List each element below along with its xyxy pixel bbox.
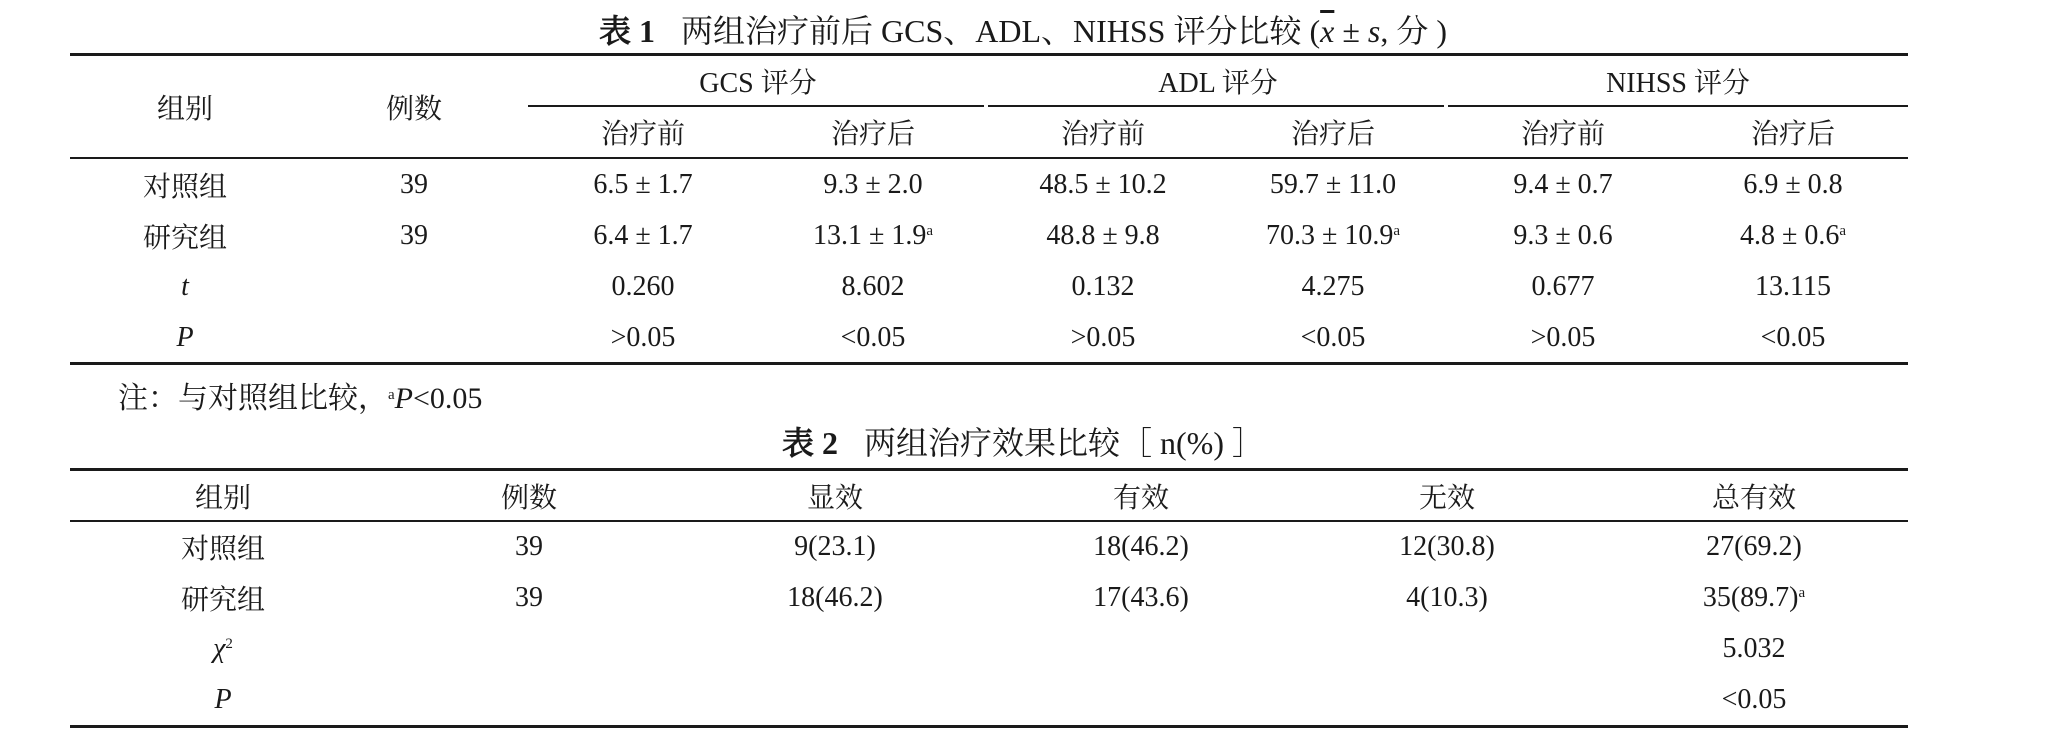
- table2-title-text: 两组治疗效果比较［ n(%) ］: [864, 425, 1264, 461]
- table2-header-n: 例数: [500, 483, 557, 514]
- chi-symbol: χ: [213, 632, 226, 664]
- row-n: 39: [400, 168, 428, 200]
- table2-header-markedly: 显效: [806, 483, 863, 514]
- table2-bottom-rule: [70, 725, 1908, 728]
- row-group: t: [181, 270, 189, 302]
- row-n: 39: [515, 530, 543, 562]
- cell-value: 0.132: [1071, 270, 1135, 302]
- table2-label: 表 2: [782, 425, 839, 461]
- cell-sup: a: [1798, 584, 1806, 601]
- row-n: 39: [515, 581, 543, 613]
- cell-sup: a: [1839, 222, 1847, 239]
- table1-header-nihss-after: 治疗后: [1751, 118, 1836, 150]
- table1-title: [0, 6, 2046, 52]
- cell: [988, 210, 1218, 261]
- cell-value: 13.1 ± 1.9: [812, 219, 927, 251]
- table2-header-group: 组别: [194, 483, 251, 514]
- table1-header-adl: ADL 评分: [1158, 68, 1278, 99]
- cell: [758, 159, 988, 210]
- table2-title: [0, 418, 2046, 464]
- cell-value: 35(89.7): [1702, 581, 1799, 613]
- cell-value: 18(46.2): [1093, 530, 1189, 562]
- cell-value: 4.8 ± 0.6: [1739, 219, 1840, 251]
- cell: [1218, 210, 1448, 261]
- cell: [528, 159, 758, 210]
- cell-value: 70.3 ± 10.9: [1265, 219, 1394, 251]
- table1-title-text: 两组治疗前后 GCS、ADL、NIHSS 评分比较 (: [680, 13, 1321, 49]
- cell: [1448, 210, 1678, 261]
- cell-value: [1294, 674, 1600, 725]
- table1-body: [70, 159, 1908, 363]
- row-n: [376, 623, 682, 674]
- cell: [758, 210, 988, 261]
- table-row: [70, 674, 1908, 725]
- table1-header-adl-before: 治疗前: [1061, 118, 1146, 150]
- cell-value: 4.275: [1301, 270, 1365, 302]
- note-value: <0.05: [413, 382, 483, 415]
- cell-value: >0.05: [1530, 321, 1596, 353]
- table2-header-total: 总有效: [1711, 483, 1796, 514]
- cell-value: <0.05: [1721, 683, 1787, 715]
- row-group: P: [214, 683, 232, 715]
- cell-value: 0.677: [1531, 270, 1595, 302]
- cell-value: <0.05: [1760, 321, 1826, 353]
- row-n: [376, 674, 682, 725]
- row-group: 研究组: [180, 584, 265, 616]
- cell-value: [682, 674, 988, 725]
- row-n: [300, 312, 528, 363]
- cell: [1678, 210, 1908, 261]
- table1-header-gcs-before: 治疗前: [600, 118, 685, 150]
- table1-header-nihss: NIHSS 评分: [1606, 68, 1750, 99]
- cell-value: 9.4 ± 0.7: [1513, 168, 1613, 200]
- cell-value: <0.05: [1300, 321, 1366, 353]
- cell-value: 12(30.8): [1399, 530, 1495, 562]
- cell-sup: a: [1393, 222, 1401, 239]
- table2: [70, 471, 1908, 725]
- note-sup: a: [388, 387, 395, 403]
- row-n: 39: [400, 219, 428, 251]
- table1-title-s: s: [1367, 13, 1381, 49]
- cell: [1448, 159, 1678, 210]
- table-row: [70, 572, 1908, 623]
- cell: [1218, 159, 1448, 210]
- table2-header-row: [70, 471, 1908, 521]
- table1-title-unit: , 分 ): [1380, 13, 1448, 49]
- cell-value: 48.5 ± 10.2: [1039, 168, 1167, 200]
- table-row: [70, 312, 1908, 363]
- table1-header-group: 组别: [156, 93, 213, 125]
- cell-value: 9(23.1): [794, 530, 876, 562]
- cell-value: 4(10.3): [1406, 581, 1488, 613]
- cell-value: >0.05: [610, 321, 676, 353]
- table-row: [70, 521, 1908, 572]
- note-p: P: [394, 382, 413, 415]
- row-group: 对照组: [142, 171, 227, 203]
- table-row: [70, 159, 1908, 210]
- row-n: [300, 261, 528, 312]
- cell-sup: a: [926, 222, 934, 239]
- chi-sup: 2: [225, 635, 233, 652]
- table1-header-nihss-before: 治疗前: [1521, 118, 1606, 150]
- cell-value: [682, 623, 988, 674]
- cell-value: 59.7 ± 11.0: [1269, 168, 1397, 200]
- table2-header-effective: 有效: [1112, 483, 1169, 514]
- table1-note: [118, 373, 482, 417]
- table1-title-pm: ±: [1334, 13, 1368, 49]
- cell-value: [1294, 623, 1600, 674]
- cell-value: [988, 674, 1294, 725]
- table1-header-gcs-after: 治疗后: [831, 118, 916, 150]
- cell-value: 6.4 ± 1.7: [593, 219, 693, 251]
- table1-header-gcs: GCS 评分: [699, 68, 817, 99]
- cell-value: 8.602: [841, 270, 905, 302]
- cell-value: 17(43.6): [1093, 581, 1189, 613]
- cell-value: 13.115: [1755, 270, 1831, 302]
- cell-value: 5.032: [1722, 632, 1786, 664]
- table2-header-ineffective: 无效: [1418, 483, 1475, 514]
- row-group: P: [176, 321, 194, 353]
- cell: [988, 159, 1218, 210]
- table1-header-adl-after: 治疗后: [1291, 118, 1376, 150]
- cell-value: 6.9 ± 0.8: [1743, 168, 1843, 200]
- cell: [528, 210, 758, 261]
- cell-value: [988, 623, 1294, 674]
- cell-value: 48.8 ± 9.8: [1046, 219, 1160, 251]
- note-prefix: 注：与对照组比较，: [118, 382, 388, 415]
- cell: [1600, 572, 1908, 623]
- row-group: 研究组: [142, 222, 227, 254]
- cell-value: 9.3 ± 2.0: [823, 168, 923, 200]
- table1-header: [70, 56, 1908, 157]
- cell-value: <0.05: [840, 321, 906, 353]
- table-row: [70, 623, 1908, 674]
- table-row: [70, 261, 1908, 312]
- table-row: [70, 210, 1908, 261]
- cell-value: 27(69.2): [1706, 530, 1802, 562]
- cell-value: 18(46.2): [787, 581, 883, 613]
- cell-value: 0.260: [611, 270, 675, 302]
- cell-value: >0.05: [1070, 321, 1136, 353]
- row-group: [70, 623, 376, 674]
- row-group: 对照组: [180, 533, 265, 565]
- cell: [1678, 159, 1908, 210]
- cell: [1600, 521, 1908, 572]
- table1-header-n: 例数: [385, 93, 442, 125]
- table1-label: 表 1: [598, 13, 655, 49]
- table1-title-xbar: $\overline{x}$: [1320, 13, 1335, 49]
- cell-value: 9.3 ± 0.6: [1513, 219, 1613, 251]
- cell-value: 6.5 ± 1.7: [593, 168, 693, 200]
